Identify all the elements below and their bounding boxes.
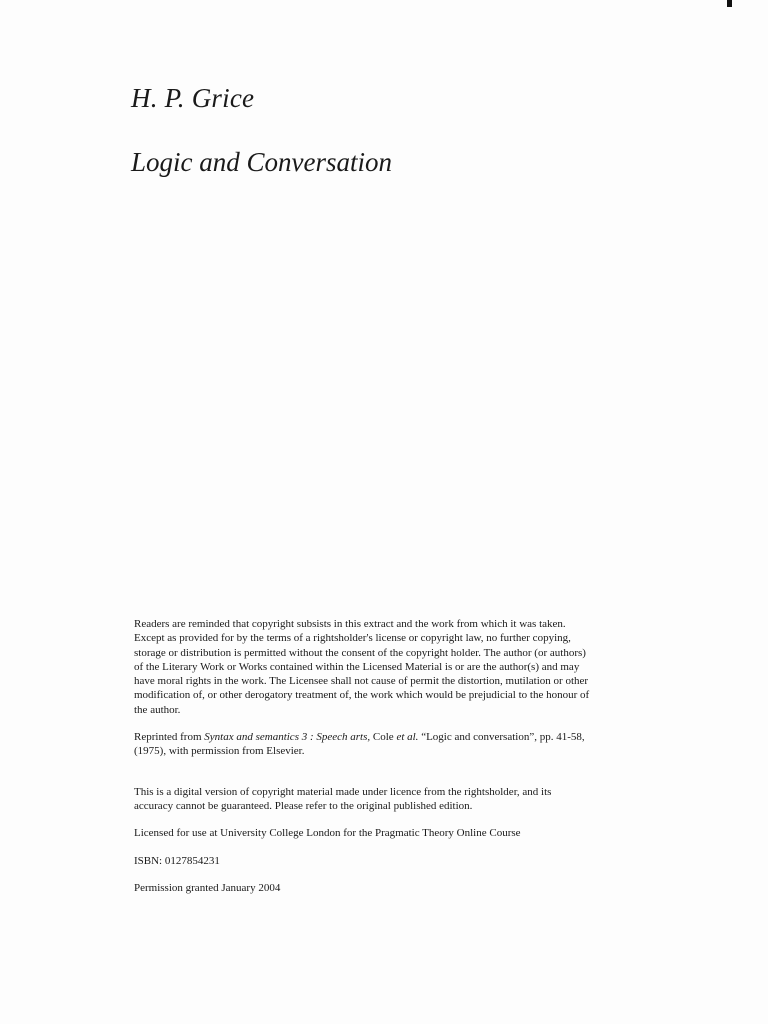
reprint-rest: “Logic and conversation”, pp. 41-58,	[418, 731, 585, 744]
document-title: Logic and Conversation	[131, 147, 392, 177]
copyright-line: Except as provided for by the terms of a rightsholder's license or copyright law, no further copying,	[134, 632, 571, 645]
reprint-authors: Cole	[370, 731, 397, 744]
digital-version-paragraph	[134, 785, 634, 814]
digital-line: accuracy cannot be guaranteed. Please refer to the original published edition.	[134, 799, 473, 812]
reprint-paragraph	[134, 730, 634, 759]
copyright-line: modification of, or other derogatory treatment of, the work which would be prejudicial to the honour of	[134, 689, 590, 702]
reprint-source-title: Syntax and semantics 3 : Speech arts,	[204, 731, 371, 744]
copyright-paragraph	[134, 617, 634, 717]
copyright-line: the author.	[134, 703, 181, 716]
scan-artifact	[727, 0, 732, 7]
copyright-line: of the Literary Work or Works contained within the Licensed Material is or are the author(s) and may	[134, 660, 580, 673]
isbn: ISBN: 0127854231	[134, 854, 220, 867]
reprint-line-2: (1975), with permission from Elsevier.	[134, 745, 305, 758]
permission-statement: Permission granted January 2004	[134, 881, 281, 894]
license-statement: Licensed for use at University College London for the Pragmatic Theory Online Course	[134, 827, 521, 840]
reprint-et-al: et al.	[396, 731, 419, 744]
digital-line: This is a digital version of copyright material made under licence from the rightsholder, and its	[134, 785, 552, 798]
copyright-line: storage or distribution is permitted without the consent of the copyright holder. The author (or authors)	[134, 646, 586, 659]
copyright-line: Readers are reminded that copyright subsists in this extract and the work from which it was taken.	[134, 618, 566, 630]
author-name: H. P. Grice	[131, 83, 255, 113]
reprint-prefix: Reprinted from	[134, 731, 205, 744]
copyright-line: have moral rights in the work. The Licensee shall not cause of permit the distortion, mutilation or other	[134, 675, 589, 688]
copyright-notice-block	[134, 617, 634, 895]
